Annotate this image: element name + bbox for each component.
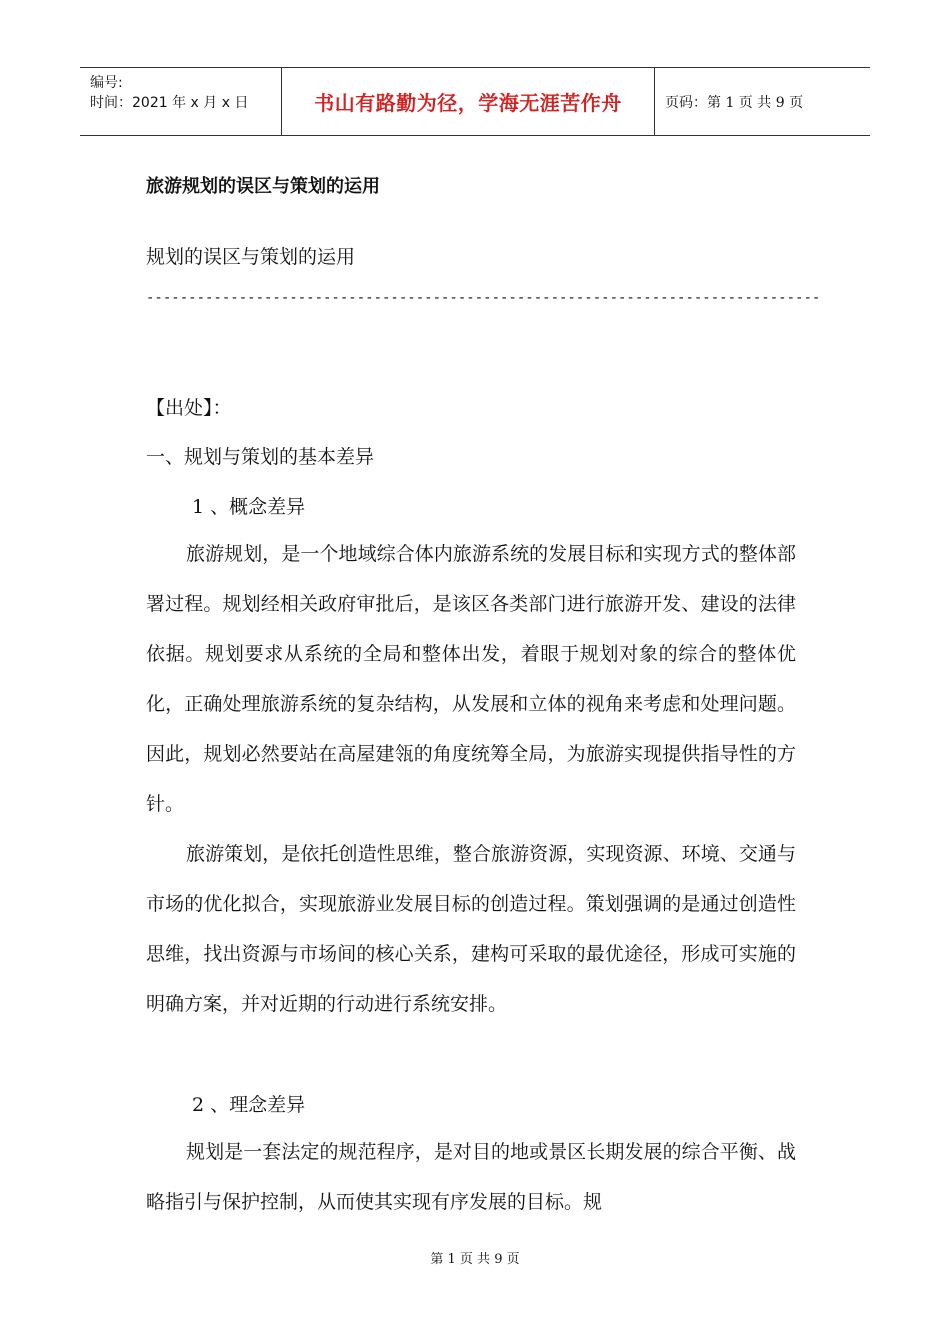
header-meta <box>80 68 282 135</box>
subheading-philosophy: 2 、理念差异 <box>192 1094 306 1116</box>
document-number-label: 编号: <box>90 75 123 91</box>
subheading-concept: 1 、概念差异 <box>192 496 306 518</box>
page-footer: 第 1 页 共 9 页 <box>430 1252 520 1267</box>
document-subtitle: 规划的误区与策划的运用 <box>146 246 356 268</box>
header-page-info: 页码：第 1 页 共 9 页 <box>665 94 804 111</box>
divider-line: -------------------------------------------------------------------------------- <box>146 290 821 306</box>
paragraph-planning: 旅游规划，是一个地域综合体内旅游系统的发展目标和实现方式的整体部署过程。规划经相关政府审批后，是该区各类部门进行旅游开发、建设的法律依据。规划要求从系统的全局和整体出发，着眼于规划对象的综合的整体优化，正确处理旅游系统的复杂结构，从发展和立体的视角来考虑和处理问题。因此，规划必然要站在高屋建瓴的角度统筹全局，为旅游实现提供指导性的方针。 <box>146 543 796 815</box>
page-header <box>80 67 870 136</box>
document-time-label: 时间：2021 年 x 月 x 日 <box>90 95 249 111</box>
paragraph-philosophy: 规划是一套法定的规范程序，是对目的地或景区长期发展的综合平衡、战略指引与保护控制，从而使其实现有序发展的目标。规 <box>146 1141 796 1213</box>
document-title: 旅游规划的误区与策划的运用 <box>146 176 380 197</box>
header-motto: 书山有路勤为径，学海无涯苦作舟 <box>314 91 622 115</box>
source-label: 【出处】： <box>146 397 232 419</box>
paragraph-strategy: 旅游策划，是依托创造性思维，整合旅游资源，实现资源、环境、交通与市场的优化拟合，实现旅游业发展目标的创造过程。策划强调的是通过创造性思维，找出资源与市场间的核心关系，建构可采取的最优途径，形成可实施的明确方案，并对近期的行动进行系统安排。 <box>146 843 796 1015</box>
section-heading-1: 一、规划与策划的基本差异 <box>146 446 375 468</box>
header-motto-cell <box>282 68 655 135</box>
